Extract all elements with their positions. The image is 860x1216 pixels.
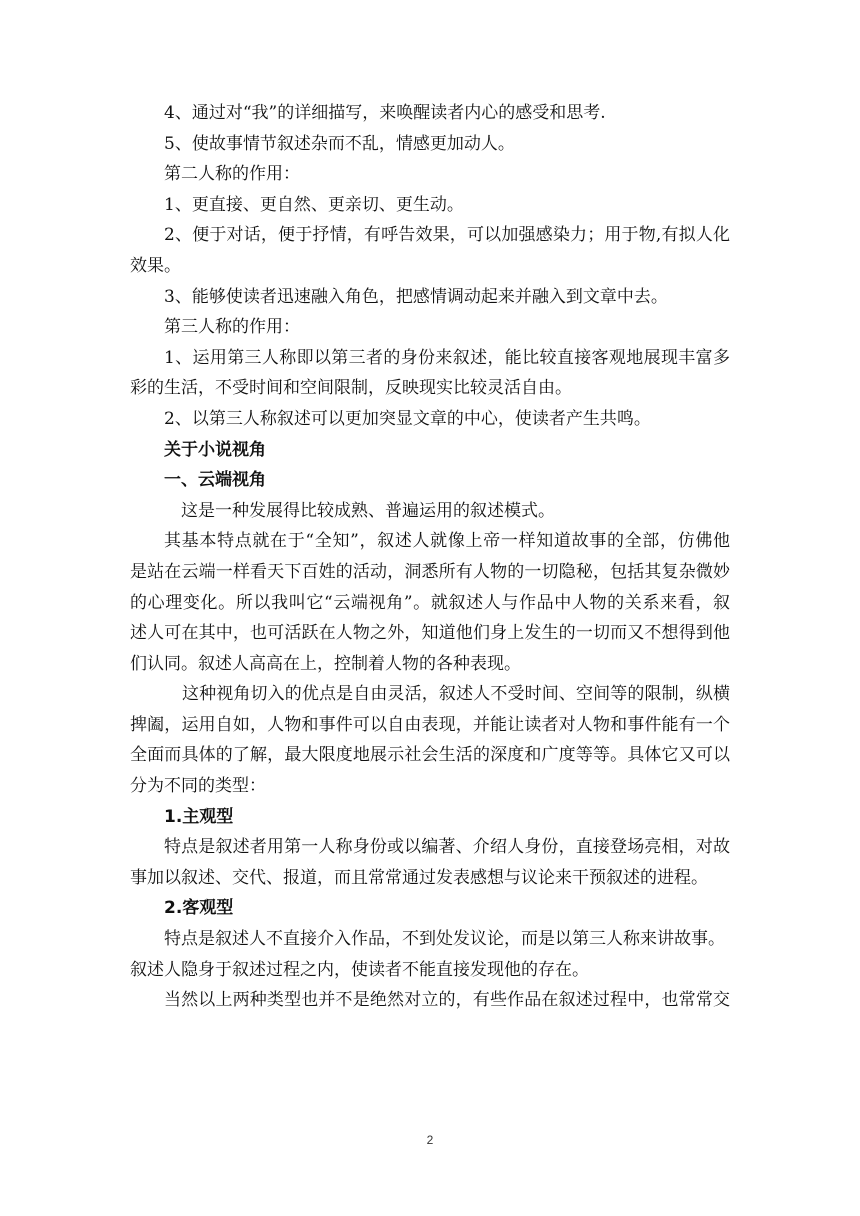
text-line: 4、通过对“我”的详细描写，来唤醒读者内心的感受和思考. [164,103,606,123]
document-body [130,98,730,1016]
text-line: 1、运用第三人称即以第三者的身份来叙述，能比较直接客观地展现丰富多 [164,347,730,368]
text-line: 是站在云端一样看天下百姓的活动，洞悉所有人物的一切隐秘，包括其复杂微妙 [130,561,730,582]
text-line: 这是一种发展得比较成熟、普遍运用的叙述模式。 [181,500,555,521]
text-line: 效果。 [130,255,181,276]
text-line: 这种视角切入的优点是自由灵活，叙述人不受时间、空间等的限制，纵横 [182,684,730,705]
text-line: 述人可在其中，也可活跃在人物之外，知道他们身上发生的一切而又不想得到他 [130,623,730,644]
text-line: 当然以上两种类型也并不是绝然对立的，有些作品在叙述过程中，也常常交 [164,990,730,1011]
text-line: 5、使故事情节叙述杂而不乱，情感更加动人。 [164,133,515,154]
text-line: 事加以叙述、交代、报道，而且常常通过发表感想与议论来干预叙述的进程。 [130,867,708,888]
text-line: 特点是叙述人不直接介入作品，不到处发议论，而是以第三人称来讲故事。 [164,929,725,950]
text-line: 第二人称的作用： [164,164,300,185]
text-line: 1、更直接、更自然、更亲切、更生动。 [164,194,464,215]
text-line: 第三人称的作用： [164,317,300,338]
section-heading: 关于小说视角 [164,439,266,460]
text-line: 叙述人隐身于叙述过程之内，使读者不能直接发现他的存在。 [130,959,589,980]
text-line: 的心理变化。所以我叫它“云端视角”。就叙述人与作品中人物的关系来看，叙 [130,592,730,613]
subsection-heading: 1.主观型 [164,806,234,827]
subsection-heading: 2.客观型 [164,898,234,919]
text-line: 全面而具体的了解，最大限度地展示社会生活的深度和广度等等。具体它又可以 [130,745,730,766]
text-line: 彩的生活，不受时间和空间限制，反映现实比较灵活自由。 [130,378,572,399]
text-line: 3、能够使读者迅速融入角色，把感情调动起来并融入到文章中去。 [164,286,668,307]
section-heading: 一、云端视角 [164,470,266,491]
text-line: 2、便于对话，便于抒情，有呼告效果，可以加强感染力；用于物,有拟人化 [164,225,730,246]
text-line: 其基本特点就在于“全知”，叙述人就像上帝一样知道故事的全部，仿佛他 [164,531,730,552]
text-line: 2、以第三人称叙述可以更加突显文章的中心，使读者产生共鸣。 [164,408,651,429]
text-line: 特点是叙述者用第一人称身份或以编著、介绍人身份，直接登场亮相，对故 [164,837,730,858]
page-number: 2 [426,1133,434,1147]
text-line: 捭阖，运用自如，人物和事件可以自由表现，并能让读者对人物和事件能有一个 [130,714,730,735]
text-line: 分为不同的类型： [130,776,266,797]
text-line: 们认同。叙述人高高在上，控制着人物的各种表现。 [130,653,521,674]
